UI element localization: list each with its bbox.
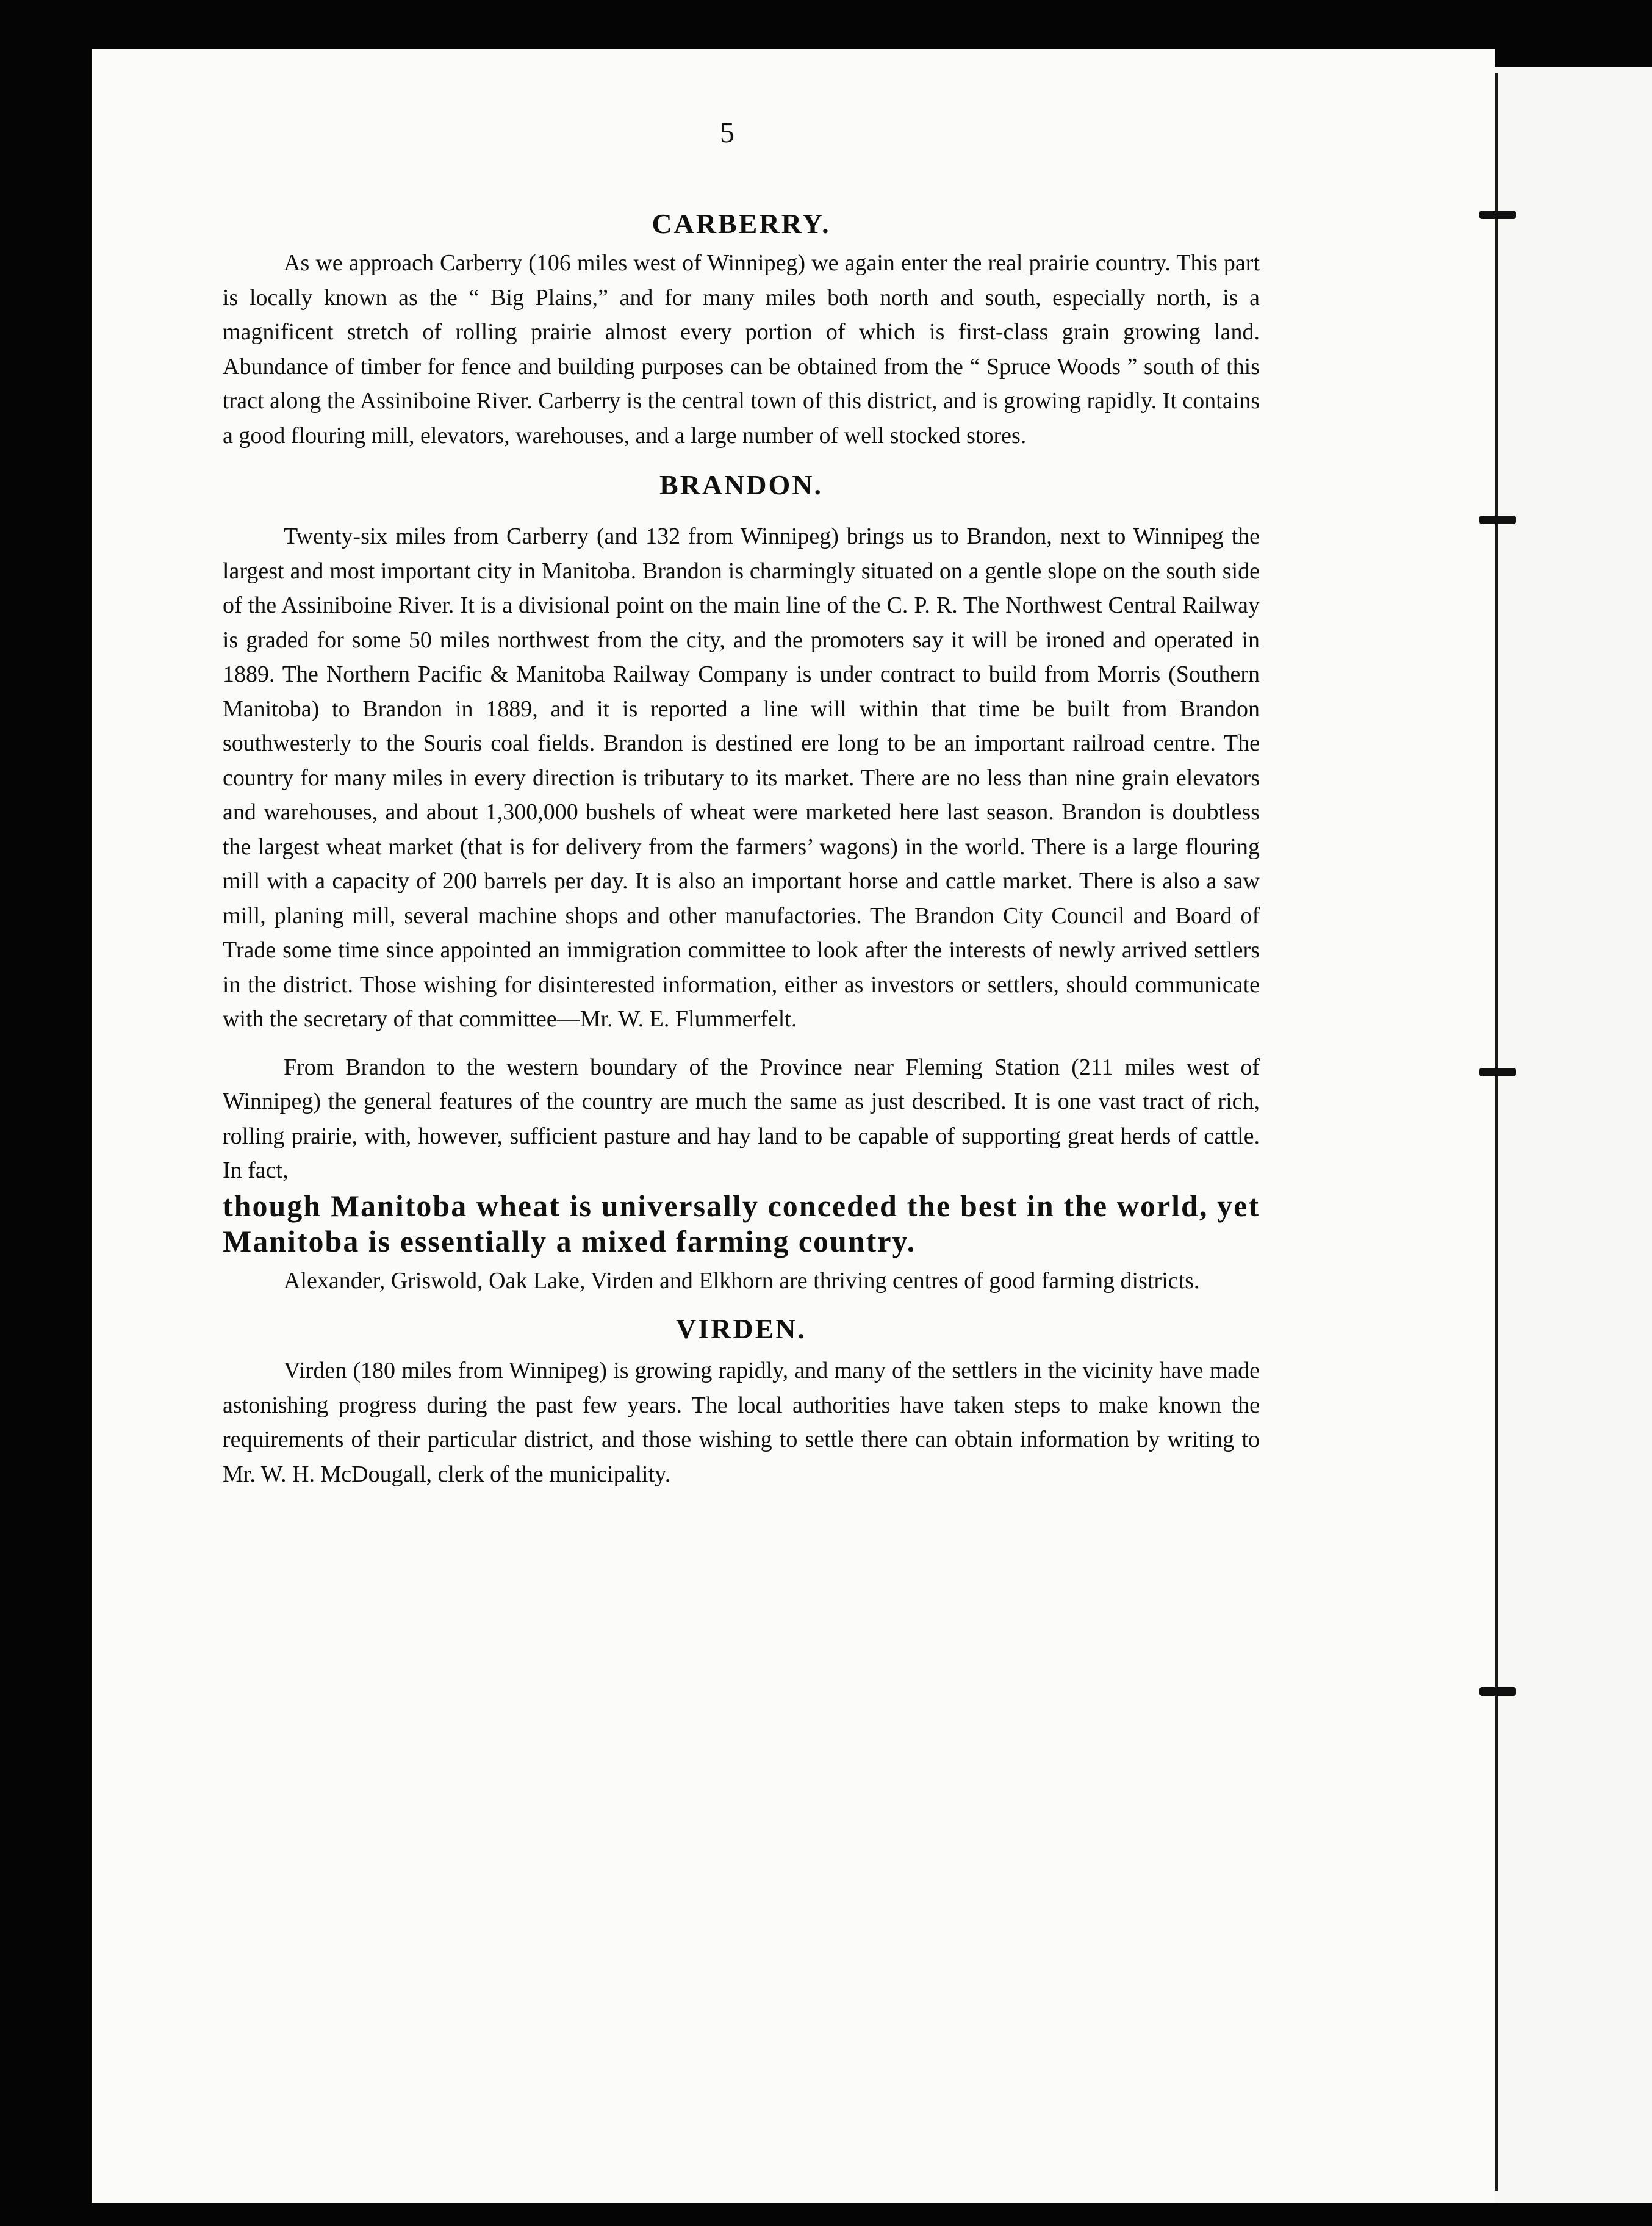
adjacent-page-edge <box>1495 67 1652 2203</box>
paragraph-virden: Virden (180 miles from Winnipeg) is growing rapidly, and many of the settlers in the vicinity have made astonishing progress during the past few years. The local authorities have taken steps to make known the requirements of their particular district, and those wishing to settle there can obtain information by writing to Mr. W. H. McDougall, clerk of the municipality. <box>223 1358 1260 1487</box>
paragraph-brandon-1: Twenty-six miles from Carberry (and 132 from Winnipeg) brings us to Brandon, next to Winnipeg the largest and most important city in Manitoba. Brandon is charmingly situated on a gentle slope on the south side of the Assiniboine River. It is a divisional point on the main line of the C. P. R. The Northwest Central Railway is graded for some 50 miles northwest from the city, and the promoters say it will be ironed and operated in 1889. The Northern Pacific & Manitoba Railway Company is under contract to build from Morris (Southern Manitoba) to Brandon in 1889, and it is reported a line will within that time be built from Brandon southwesterly to the Souris coal fields. Brandon is destined ere long to be an important railroad centre. The country for many miles in every direction is tributary to its market. There are no less than nine grain elevators and warehouses, and about 1,300,000 bushels of wheat were marketed here last season. Brandon is doubtless the largest wheat market (that is for delivery from the farmers’ wagons) in the world. There is a large flouring mill with a capacity of 200 barrels per day. It is also an important horse and cattle market. There is also a saw mill, planing mill, several machine shops and other manufactories. The Brandon City Council and Board of Trade some time since appointed an immigration committee to look after the interests of newly arrived settlers in the district. Those wishing for disinterested information, either as investors or settlers, should communicate with the secretary of that committee—Mr. W. E. Flummerfelt. <box>223 524 1260 1032</box>
heading-carberry: CARBERRY. <box>652 208 831 239</box>
paragraph-brandon-2: From Brandon to the western boundary of the Province near Fleming Station (211 miles west of Winnipeg) the general features of the country are much the same as just described. It is one vast tract of rich, rolling prairie, with, however, sufficient pasture and hay land to be capable of supporting great herds of cattle. In fact, <box>223 1054 1260 1183</box>
binding-gutter <box>1495 73 1498 2191</box>
paragraph-carberry: As we approach Carberry (106 miles west of Winnipeg) we again enter the real prairie country. This part is locally known as the “ Big Plains,” and for many miles both north and south, especially north, is a magnificent stretch of rolling prairie almost every portion of which is first-class grain growing land. Abundance of timber for fence and building purposes can be obtained from the “ Spruce Woods ” south of this tract along the Assiniboine River. Carberry is the central town of this district, and is growing rapidly. It contains a good flouring mill, elevators, warehouses, and a large number of well stocked stores. <box>223 250 1260 448</box>
binding-stitch <box>1479 211 1516 219</box>
heading-brandon: BRANDON. <box>659 469 824 500</box>
page-content <box>223 116 1260 1491</box>
binding-stitch <box>1479 516 1516 524</box>
binding-stitch <box>1479 1687 1516 1696</box>
paragraph-brandon-3: Alexander, Griswold, Oak Lake, Virden and Elkhorn are thriving centres of good farming districts. <box>284 1267 1200 1294</box>
heading-virden: VIRDEN. <box>676 1313 806 1344</box>
emphasis-mixed-farming: though Manitoba wheat is universally conceded the best in the world, yet Manitoba is essentially a mixed farming country. <box>223 1188 1260 1258</box>
page-number: 5 <box>720 117 734 149</box>
binding-stitch <box>1479 1068 1516 1076</box>
